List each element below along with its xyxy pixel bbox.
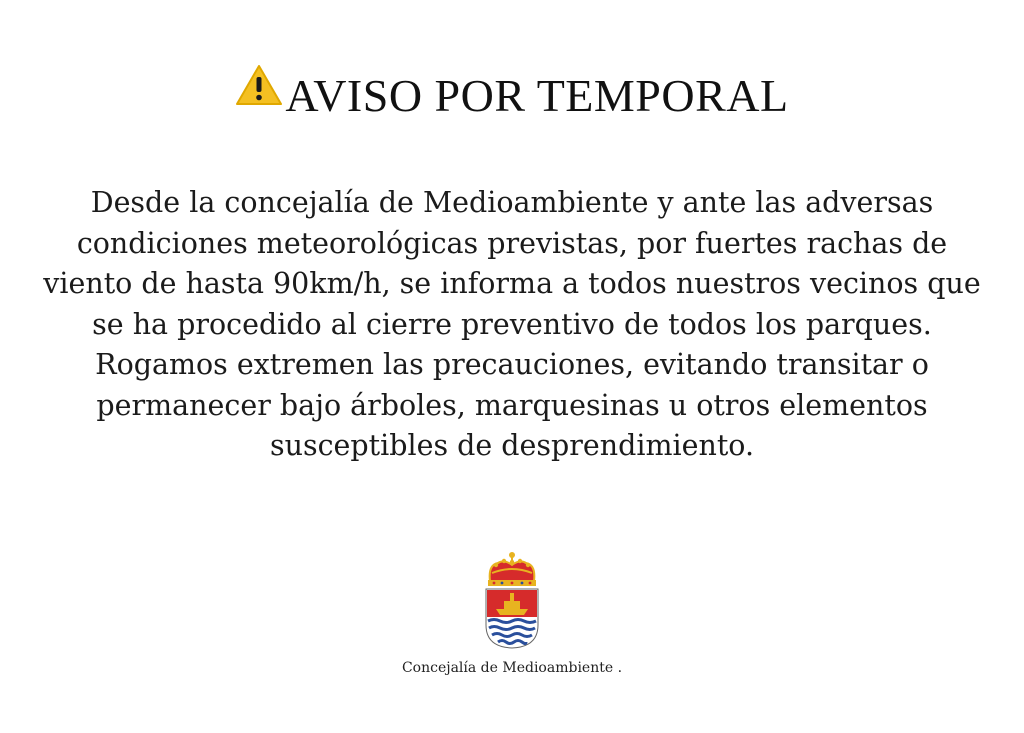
coat-of-arms-icon (482, 551, 542, 649)
notice-body (40, 183, 984, 467)
warning-icon (235, 64, 283, 106)
notice-header (0, 64, 1024, 122)
notice-paragraph: Rogamos extremen las precauciones, evitando transitar o permanecer bajo árboles, marquesinas u otros elementos susceptibles de desprendimiento. (95, 348, 929, 462)
department-footer: Concejalía de Medioambiente . (401, 660, 623, 676)
page-title: AVISO POR TEMPORAL (285, 70, 789, 121)
notice-paragraph: Desde la concejalía de Medioambiente y ante las adversas condiciones meteorológicas previstas, por fuertes rachas de viento de hasta 90km/h, se informa a todos nuestros vecinos que se ha procedido al cierre preventivo de todos los parques. (43, 186, 981, 341)
